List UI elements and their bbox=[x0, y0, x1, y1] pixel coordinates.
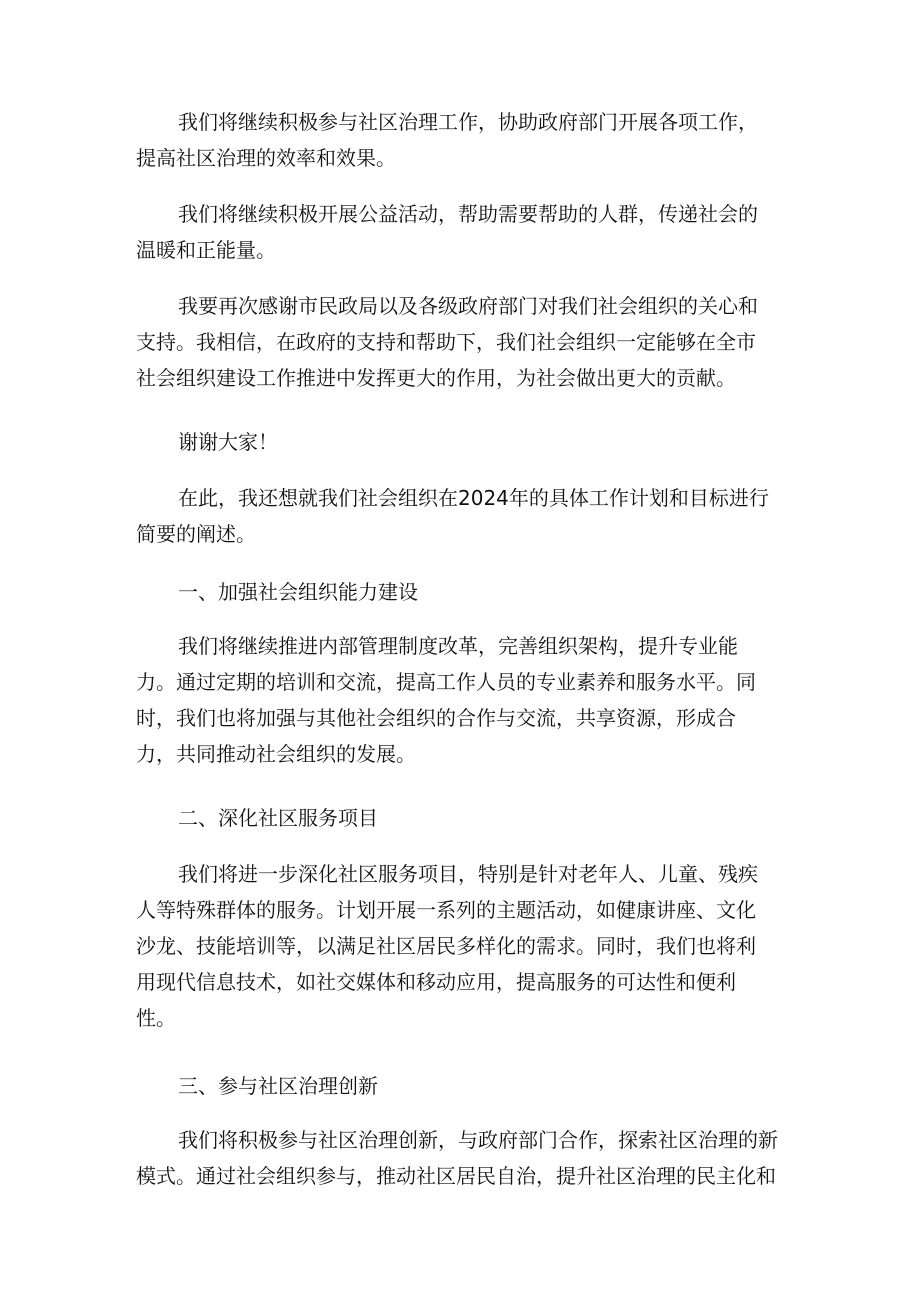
text-line: 我们将继续推进内部管理制度改革，完善组织架构，提升专业能 bbox=[178, 634, 738, 658]
paragraph-governance-innovation bbox=[136, 1122, 778, 1194]
text-line: 谢谢大家！ bbox=[178, 430, 278, 454]
text-line: 人等特殊群体的服务。计划开展一系列的主题活动，如健康讲座、文化 bbox=[136, 898, 756, 922]
text-line: 我要再次感谢市民政局以及各级政府部门对我们社会组织的关心和 bbox=[178, 294, 758, 318]
paragraph-public-welfare bbox=[136, 196, 758, 268]
section-heading: 三、参与社区治理创新 bbox=[178, 1074, 378, 1098]
section-heading-community-services bbox=[136, 800, 378, 836]
text-line: 温暖和正能量。 bbox=[136, 238, 276, 262]
text-line: 支持。我相信，在政府的支持和帮助下，我们社会组织一定能够在全市 bbox=[136, 330, 756, 354]
paragraph-community-governance bbox=[136, 104, 758, 176]
text-line: 沙龙、技能培训等，以满足社区居民多样化的需求。同时，我们也将利 bbox=[136, 934, 756, 958]
text-line: 性。 bbox=[136, 1006, 176, 1030]
paragraph-plan-intro bbox=[136, 480, 769, 552]
text-line: 我们将继续积极开展公益活动，帮助需要帮助的人群，传递社会的 bbox=[178, 202, 758, 226]
section-heading: 二、深化社区服务项目 bbox=[178, 806, 378, 830]
text-line: 模式。通过社会组织参与，推动社区居民自治，提升社区治理的民主化和 bbox=[136, 1164, 776, 1188]
paragraph-thanks-government bbox=[136, 288, 758, 396]
text-line: 我们将继续积极参与社区治理工作，协助政府部门开展各项工作， bbox=[178, 110, 758, 134]
text-line: 提高社区治理的效率和效果。 bbox=[136, 146, 396, 170]
text-line: 我们将积极参与社区治理创新，与政府部门合作，探索社区治理的新 bbox=[178, 1128, 778, 1152]
paragraph-capacity-building bbox=[136, 628, 756, 772]
text-line: 简要的阐述。 bbox=[136, 522, 256, 546]
text-line: 力，共同推动社会组织的发展。 bbox=[136, 742, 416, 766]
text-line: 力。通过定期的培训和交流，提高工作人员的专业素养和服务水平。同 bbox=[136, 670, 756, 694]
section-heading: 一、加强社会组织能力建设 bbox=[178, 580, 418, 604]
text-line: 社会组织建设工作推进中发挥更大的作用，为社会做出更大的贡献。 bbox=[136, 366, 736, 390]
paragraph-thank-you bbox=[136, 424, 278, 460]
section-heading-capacity-building bbox=[136, 574, 418, 610]
paragraph-community-services bbox=[136, 856, 758, 1036]
text-line: 用现代信息技术，如社交媒体和移动应用，提高服务的可达性和便利 bbox=[136, 970, 736, 994]
section-heading-governance-innovation bbox=[136, 1068, 378, 1104]
text-line: 在此，我还想就我们社会组织在2024年的具体工作计划和目标进行 bbox=[178, 486, 769, 510]
text-line: 我们将进一步深化社区服务项目，特别是针对老年人、儿童、残疾 bbox=[178, 862, 758, 886]
text-line: 时，我们也将加强与其他社会组织的合作与交流，共享资源，形成合 bbox=[136, 706, 736, 730]
